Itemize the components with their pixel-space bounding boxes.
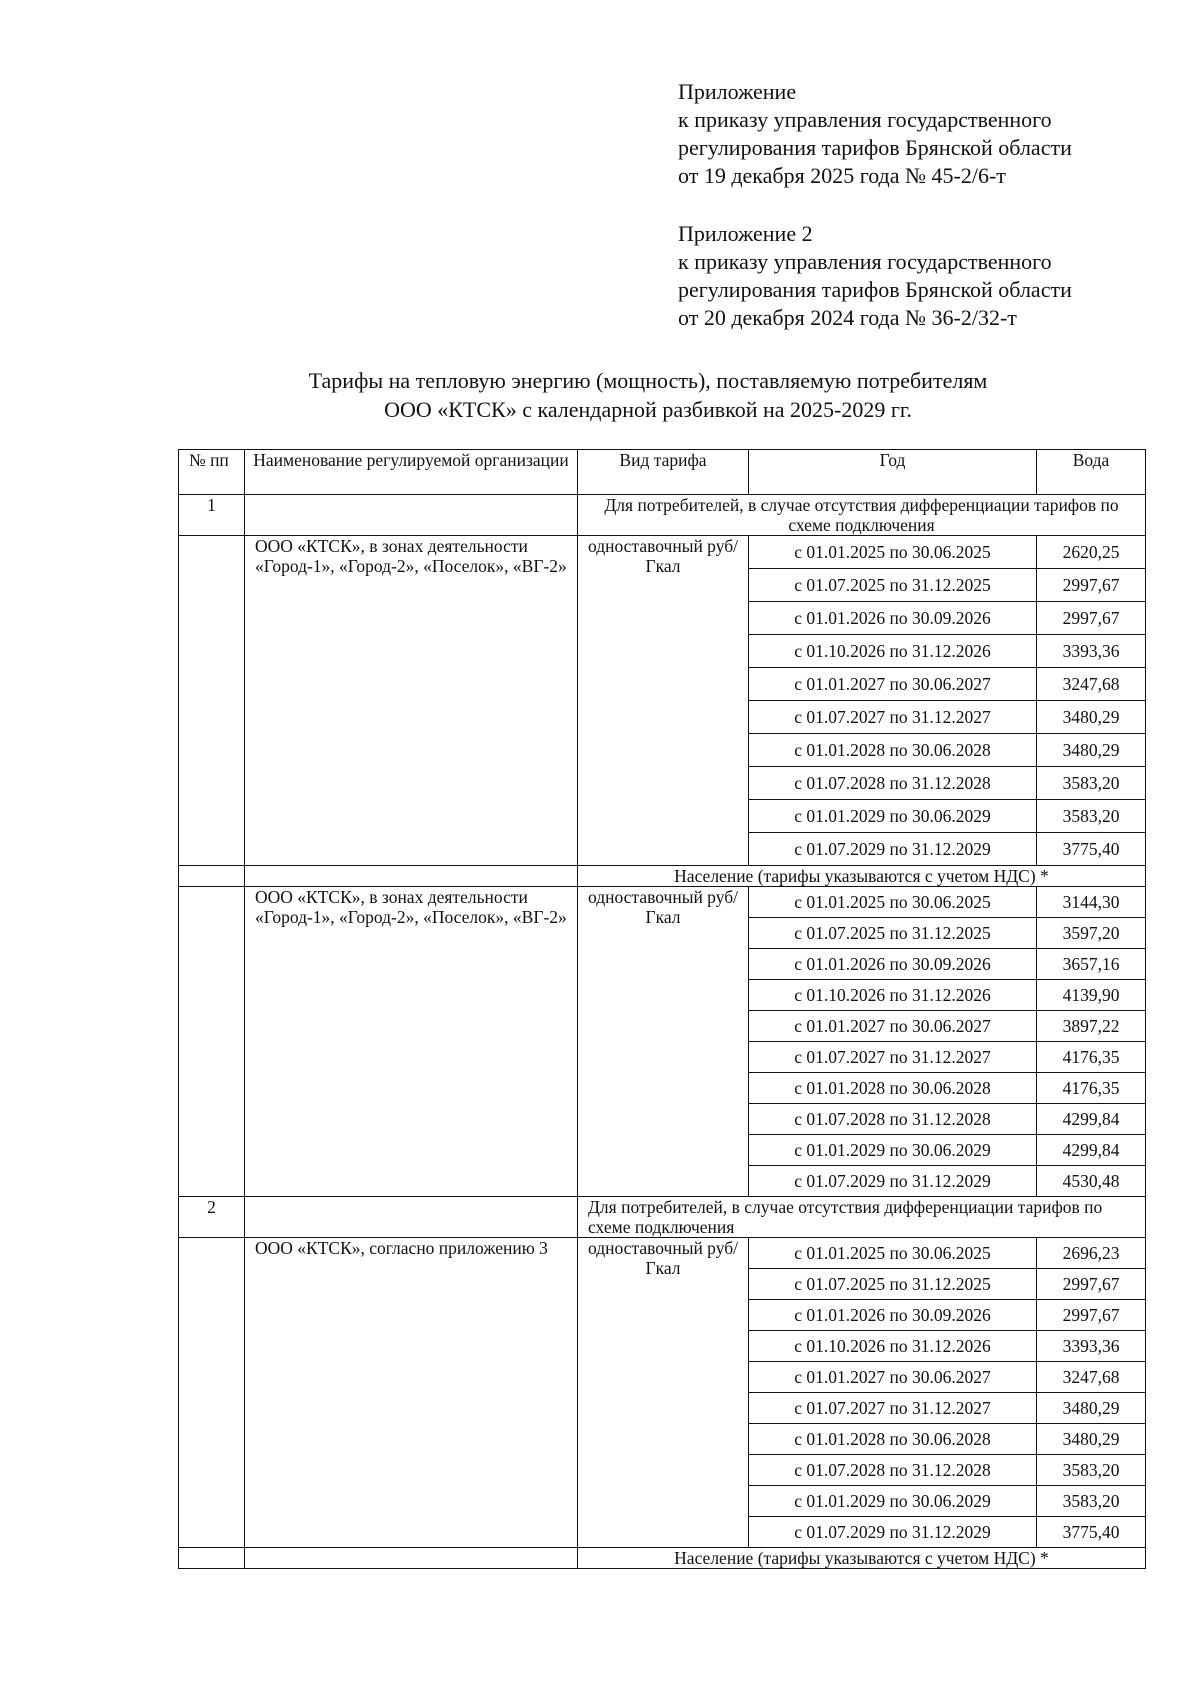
period-cell: с 01.10.2026 по 31.12.2026 bbox=[749, 1331, 1037, 1362]
period-cell: с 01.07.2029 по 31.12.2029 bbox=[749, 1166, 1037, 1197]
annex-line: регулирования тарифов Брянской области bbox=[678, 135, 1072, 160]
table-row bbox=[179, 1238, 1146, 1269]
header-num: № пп bbox=[179, 450, 245, 495]
water-tariff-value: 3144,30 bbox=[1037, 887, 1146, 918]
table-row bbox=[179, 536, 1146, 569]
period-cell: с 01.07.2025 по 31.12.2025 bbox=[749, 1269, 1037, 1300]
organization-name: ООО «КТСК», в зонах деятельности «Город-1», «Город-2», «Поселок», «ВГ-2» bbox=[245, 887, 578, 1197]
section-empty-cell bbox=[245, 1548, 578, 1569]
section-empty-cell bbox=[245, 1197, 578, 1238]
period-cell: с 01.01.2029 по 30.06.2029 bbox=[749, 800, 1037, 833]
tariff-kind: одноставочный руб/Гкал bbox=[578, 887, 749, 1197]
row-number-cell bbox=[179, 536, 245, 866]
water-tariff-value: 3480,29 bbox=[1037, 701, 1146, 734]
period-cell: с 01.01.2028 по 30.06.2028 bbox=[749, 1073, 1037, 1104]
water-tariff-value: 4176,35 bbox=[1037, 1073, 1146, 1104]
water-tariff-value: 3480,29 bbox=[1037, 734, 1146, 767]
header-water: Вода bbox=[1037, 450, 1146, 495]
section-empty-cell bbox=[245, 866, 578, 887]
period-cell: с 01.01.2027 по 30.06.2027 bbox=[749, 1362, 1037, 1393]
water-tariff-value: 4139,90 bbox=[1037, 980, 1146, 1011]
period-cell: с 01.07.2027 по 31.12.2027 bbox=[749, 701, 1037, 734]
water-tariff-value: 3597,20 bbox=[1037, 918, 1146, 949]
water-tariff-value: 3583,20 bbox=[1037, 767, 1146, 800]
section-heading-row bbox=[179, 1548, 1146, 1569]
organization-name: ООО «КТСК», согласно приложению 3 bbox=[245, 1238, 578, 1548]
header-period: Год bbox=[749, 450, 1037, 495]
water-tariff-value: 3657,16 bbox=[1037, 949, 1146, 980]
water-tariff-value: 3775,40 bbox=[1037, 1517, 1146, 1548]
water-tariff-value: 3583,20 bbox=[1037, 1486, 1146, 1517]
row-number-cell bbox=[179, 1238, 245, 1548]
document-title bbox=[178, 366, 1118, 424]
water-tariff-value: 3247,68 bbox=[1037, 1362, 1146, 1393]
period-cell: с 01.07.2025 по 31.12.2025 bbox=[749, 569, 1037, 602]
water-tariff-value: 3775,40 bbox=[1037, 833, 1146, 866]
period-cell: с 01.07.2029 по 31.12.2029 bbox=[749, 833, 1037, 866]
water-tariff-value: 3897,22 bbox=[1037, 1011, 1146, 1042]
document-title-line: Тарифы на тепловую энергию (мощность), поставляемую потребителям bbox=[308, 368, 988, 393]
water-tariff-value: 3247,68 bbox=[1037, 668, 1146, 701]
period-cell: с 01.10.2026 по 31.12.2026 bbox=[749, 635, 1037, 668]
annex-title: Приложение bbox=[678, 79, 797, 104]
period-cell: с 01.01.2028 по 30.06.2028 bbox=[749, 1424, 1037, 1455]
water-tariff-value: 2620,25 bbox=[1037, 536, 1146, 569]
section-heading: Население (тарифы указываются с учетом НДС) * bbox=[578, 1548, 1146, 1569]
period-cell: с 01.01.2026 по 30.09.2026 bbox=[749, 1300, 1037, 1331]
tariff-kind: одноставочный руб/Гкал bbox=[578, 536, 749, 866]
annex-line: регулирования тарифов Брянской области bbox=[678, 277, 1072, 302]
water-tariff-value: 2997,67 bbox=[1037, 1269, 1146, 1300]
period-cell: с 01.01.2026 по 30.09.2026 bbox=[749, 949, 1037, 980]
section-heading-row bbox=[179, 1197, 1146, 1238]
period-cell: с 01.01.2029 по 30.06.2029 bbox=[749, 1486, 1037, 1517]
section-heading-row bbox=[179, 495, 1146, 536]
water-tariff-value: 3583,20 bbox=[1037, 1455, 1146, 1486]
annex-title: Приложение 2 bbox=[678, 221, 813, 246]
tariff-kind: одноставочный руб/Гкал bbox=[578, 1238, 749, 1548]
water-tariff-value: 2997,67 bbox=[1037, 602, 1146, 635]
annex-line: к приказу управления государственного bbox=[678, 107, 1052, 132]
section-number bbox=[179, 1548, 245, 1569]
water-tariff-value: 4299,84 bbox=[1037, 1135, 1146, 1166]
period-cell: с 01.01.2025 по 30.06.2025 bbox=[749, 1238, 1037, 1269]
water-tariff-value: 3393,36 bbox=[1037, 635, 1146, 668]
annex-line: к приказу управления государственного bbox=[678, 249, 1052, 274]
period-cell: с 01.10.2026 по 31.12.2026 bbox=[749, 980, 1037, 1011]
period-cell: с 01.07.2028 по 31.12.2028 bbox=[749, 767, 1037, 800]
section-heading: Население (тарифы указываются с учетом НДС) * bbox=[578, 866, 1146, 887]
section-number bbox=[179, 866, 245, 887]
annex-header-2 bbox=[678, 220, 1158, 332]
organization-name: ООО «КТСК», в зонах деятельности «Город-1», «Город-2», «Поселок», «ВГ-2» bbox=[245, 536, 578, 866]
period-cell: с 01.07.2027 по 31.12.2027 bbox=[749, 1393, 1037, 1424]
section-heading: Для потребителей, в случае отсутствия дифференциации тарифов по схеме подключения bbox=[578, 1197, 1146, 1238]
period-cell: с 01.01.2026 по 30.09.2026 bbox=[749, 602, 1037, 635]
row-number-cell bbox=[179, 887, 245, 1197]
water-tariff-value: 2997,67 bbox=[1037, 1300, 1146, 1331]
period-cell: с 01.07.2025 по 31.12.2025 bbox=[749, 918, 1037, 949]
water-tariff-value: 4530,48 bbox=[1037, 1166, 1146, 1197]
tariffs-table bbox=[178, 449, 1146, 1569]
period-cell: с 01.07.2028 по 31.12.2028 bbox=[749, 1455, 1037, 1486]
water-tariff-value: 2997,67 bbox=[1037, 569, 1146, 602]
header-kind: Вид тарифа bbox=[578, 450, 749, 495]
section-heading-row bbox=[179, 866, 1146, 887]
water-tariff-value: 4176,35 bbox=[1037, 1042, 1146, 1073]
section-number: 1 bbox=[179, 495, 245, 536]
water-tariff-value: 3393,36 bbox=[1037, 1331, 1146, 1362]
document-title-line: ООО «КТСК» с календарной разбивкой на 2025-2029 гг. bbox=[384, 397, 912, 422]
annex-header-1 bbox=[678, 78, 1158, 190]
water-tariff-value: 2696,23 bbox=[1037, 1238, 1146, 1269]
period-cell: с 01.01.2025 по 30.06.2025 bbox=[749, 887, 1037, 918]
period-cell: с 01.01.2027 по 30.06.2027 bbox=[749, 668, 1037, 701]
annex-line: от 20 декабря 2024 года № 36-2/32-т bbox=[678, 305, 1017, 330]
water-tariff-value: 3583,20 bbox=[1037, 800, 1146, 833]
water-tariff-value: 3480,29 bbox=[1037, 1393, 1146, 1424]
annex-line: от 19 декабря 2025 года № 45-2/6-т bbox=[678, 163, 1006, 188]
period-cell: с 01.01.2029 по 30.06.2029 bbox=[749, 1135, 1037, 1166]
period-cell: с 01.01.2028 по 30.06.2028 bbox=[749, 734, 1037, 767]
period-cell: с 01.01.2027 по 30.06.2027 bbox=[749, 1011, 1037, 1042]
section-heading: Для потребителей, в случае отсутствия дифференциации тарифов по схеме подключения bbox=[578, 495, 1146, 536]
water-tariff-value: 4299,84 bbox=[1037, 1104, 1146, 1135]
period-cell: с 01.01.2025 по 30.06.2025 bbox=[749, 536, 1037, 569]
section-number: 2 bbox=[179, 1197, 245, 1238]
section-empty-cell bbox=[245, 495, 578, 536]
table-row bbox=[179, 887, 1146, 918]
period-cell: с 01.07.2027 по 31.12.2027 bbox=[749, 1042, 1037, 1073]
header-org: Наименование регулируемой организации bbox=[245, 450, 578, 495]
period-cell: с 01.07.2029 по 31.12.2029 bbox=[749, 1517, 1037, 1548]
period-cell: с 01.07.2028 по 31.12.2028 bbox=[749, 1104, 1037, 1135]
table-header-row bbox=[179, 450, 1146, 495]
tariffs-table-body bbox=[179, 450, 1146, 1569]
water-tariff-value: 3480,29 bbox=[1037, 1424, 1146, 1455]
